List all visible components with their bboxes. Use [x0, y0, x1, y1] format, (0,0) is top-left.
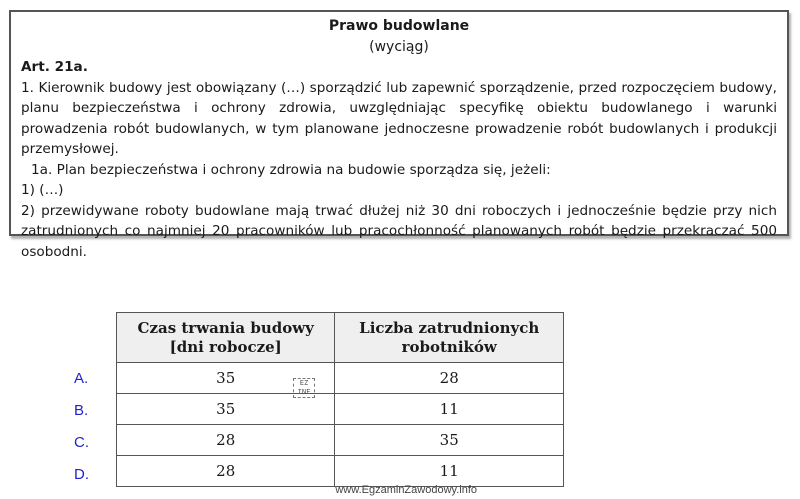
answer-table: [116, 312, 564, 487]
cell-workers: 28: [335, 363, 564, 394]
header-workers: Liczba zatrudnionych robotników: [335, 313, 564, 363]
option-c-label[interactable]: C.: [74, 434, 89, 451]
law-excerpt-box: [9, 10, 789, 260]
site-watermark: www.EgzaminZawodowy.info: [335, 484, 477, 496]
cell-days: 28: [117, 425, 335, 456]
table-row: [117, 456, 564, 487]
option-b-label[interactable]: B.: [74, 402, 89, 419]
article-number: Art. 21a.: [21, 59, 88, 75]
law-subtitle: (wyciąg): [369, 38, 429, 55]
table-row: [117, 394, 564, 425]
paragraph-1a: 1a. Plan bezpieczeństwa i ochrony zdrowia na budowie sporządza się, jeżeli:: [31, 161, 551, 178]
law-title: Prawo budowlane: [328, 18, 470, 34]
watermark-stamp-icon: EZ INF: [293, 378, 315, 398]
option-d-label[interactable]: D.: [74, 466, 89, 483]
cell-days: 28: [117, 456, 335, 487]
cell-workers: 11: [335, 456, 564, 487]
point-2: 2) przewidywane roboty budowlane mają trwać dłużej niż 30 dni roboczych i jednocześnie będzie przy nich zatrudnionych co najmniej 20 pracowników lub pracochłonność planowanych robót będzie przekraczać 500 osobodni.: [21, 202, 777, 260]
header-duration: Czas trwania budowy [dni robocze]: [117, 313, 335, 363]
table-row: [117, 363, 564, 394]
paragraph-1: 1. Kierownik budowy jest obowiązany (…) sporządzić lub zapewnić sporządzenie, przed rozpoczęciem budowy, planu bezpieczeństwa i ochrony zdrowia, uwzględniając specyfikę obiektu budowlanego i warunki prowadzenia robót budowlanych, w tym planowane jednoczesne prowadzenie robót budowlanych i produkcji przemysłowej.: [21, 79, 777, 157]
cell-days: 35: [117, 394, 335, 425]
point-1: 1) (…): [21, 182, 64, 198]
cell-workers: 11: [335, 394, 564, 425]
table-header-row: [117, 313, 564, 363]
cell-days: 35: [117, 363, 335, 394]
table-row: [117, 425, 564, 456]
cell-workers: 35: [335, 425, 564, 456]
option-a-label[interactable]: A.: [74, 370, 89, 387]
